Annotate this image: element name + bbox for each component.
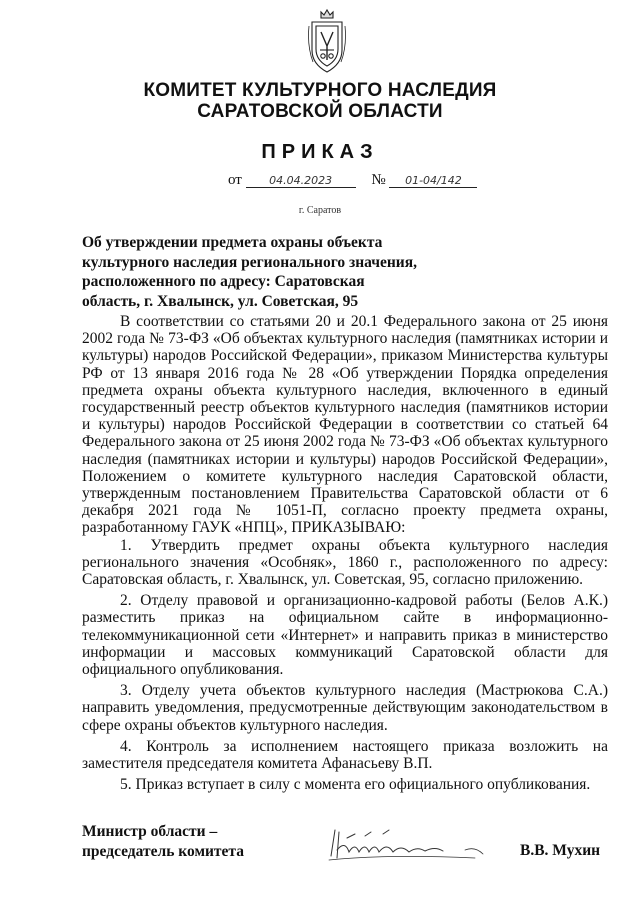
city-label: г. Саратов bbox=[298, 205, 342, 216]
body-paragraph-item-1: 1. Утвердить предмет охраны объекта культурного наследия регионального значения «Особняк», 1860 г., расположенного по адресу: Саратовская область, г. Хвалынск, ул. Советская, 95, согласно приложению. bbox=[82, 536, 608, 589]
body-paragraph-item-3: 3. Отделу учета объектов культурного наследия (Мастрюкова С.А.) направить уведомления, предусмотренные действующим законодательством в сфере охраны объектов культурного наследия. bbox=[82, 682, 608, 734]
body-paragraph-item-4: 4. Контроль за исполнением настоящего приказа возложить на заместителя председателя комитета Афанасьеву В.П. bbox=[82, 737, 608, 773]
organization-name-line2: САРАТОВСКОЙ ОБЛАСТИ bbox=[197, 101, 443, 122]
document-body bbox=[82, 313, 608, 793]
document-title: ПРИКАЗ bbox=[261, 141, 379, 163]
number-prefix: № bbox=[371, 172, 386, 188]
handwritten-signature bbox=[325, 824, 485, 864]
subject-line: область, г. Хвалынск, ул. Советская, 95 bbox=[82, 292, 359, 310]
subject-line: расположенного по адресу: Саратовская bbox=[82, 273, 365, 290]
body-paragraph-item-2: 2. Отделу правовой и организационно-кадровой работы (Белов А.К.) разместить приказ на официальном сайте в информационно-телекоммуникационной сети «Интернет» и направить приказ в министерство информации и массовых коммуникаций Саратовской области для официального опубликования. bbox=[82, 592, 608, 679]
body-paragraph-preamble: В соответствии со статьями 20 и 20.1 Федерального закона от 25 июня 2002 года № 73-ФЗ «Об объектах культурного наследия (памятниках истории и культуры) народов Российской Федерации», приказом Министерства культуры РФ от 13 января 2016 года № 28 «Об утверждении Порядка определения предмета охраны объекта культурного наследия, включенного в единый государственный реестр объектов культурного наследия (памятников истории и культуры) народов Российской Федерации в соответствии со статьей 64 Федерального закона от 25 июня 2002 года № 73-ФЗ «Об объектах культурного наследия (памятниках истории и культуры) народов Российской Федерации», Положением о комитете культурного наследия Саратовской области, утвержденным постановлением Правительства Саратовской области от 6 декабря 2021 года № 1051-П, согласно проекту предмета охраны, разработанному ГАУК «НПЦ», ПРИКАЗЫВАЮ: bbox=[82, 313, 608, 537]
order-number: 01-04/142 bbox=[389, 174, 477, 188]
position-line: Министр области – bbox=[82, 823, 218, 840]
date-number-line bbox=[228, 172, 477, 189]
subject-line: Об утверждении предмета охраны объекта bbox=[82, 234, 383, 251]
date-prefix: от bbox=[228, 172, 242, 188]
position-line: председатель комитета bbox=[82, 842, 244, 860]
signatory-position bbox=[82, 822, 244, 861]
organization-name-line1: КОМИТЕТ КУЛЬТУРНОГО НАСЛЕДИЯ bbox=[143, 80, 497, 101]
order-date: 04.04.2023 bbox=[246, 174, 356, 188]
body-paragraph-item-5: 5. Приказ вступает в силу с момента его официального опубликования. bbox=[120, 776, 591, 794]
coat-of-arms-icon bbox=[307, 6, 347, 78]
subject-line: культурного наследия регионального значения, bbox=[82, 253, 417, 271]
signatory-name: В.В. Мухин bbox=[520, 842, 601, 859]
document-subject bbox=[82, 233, 442, 311]
